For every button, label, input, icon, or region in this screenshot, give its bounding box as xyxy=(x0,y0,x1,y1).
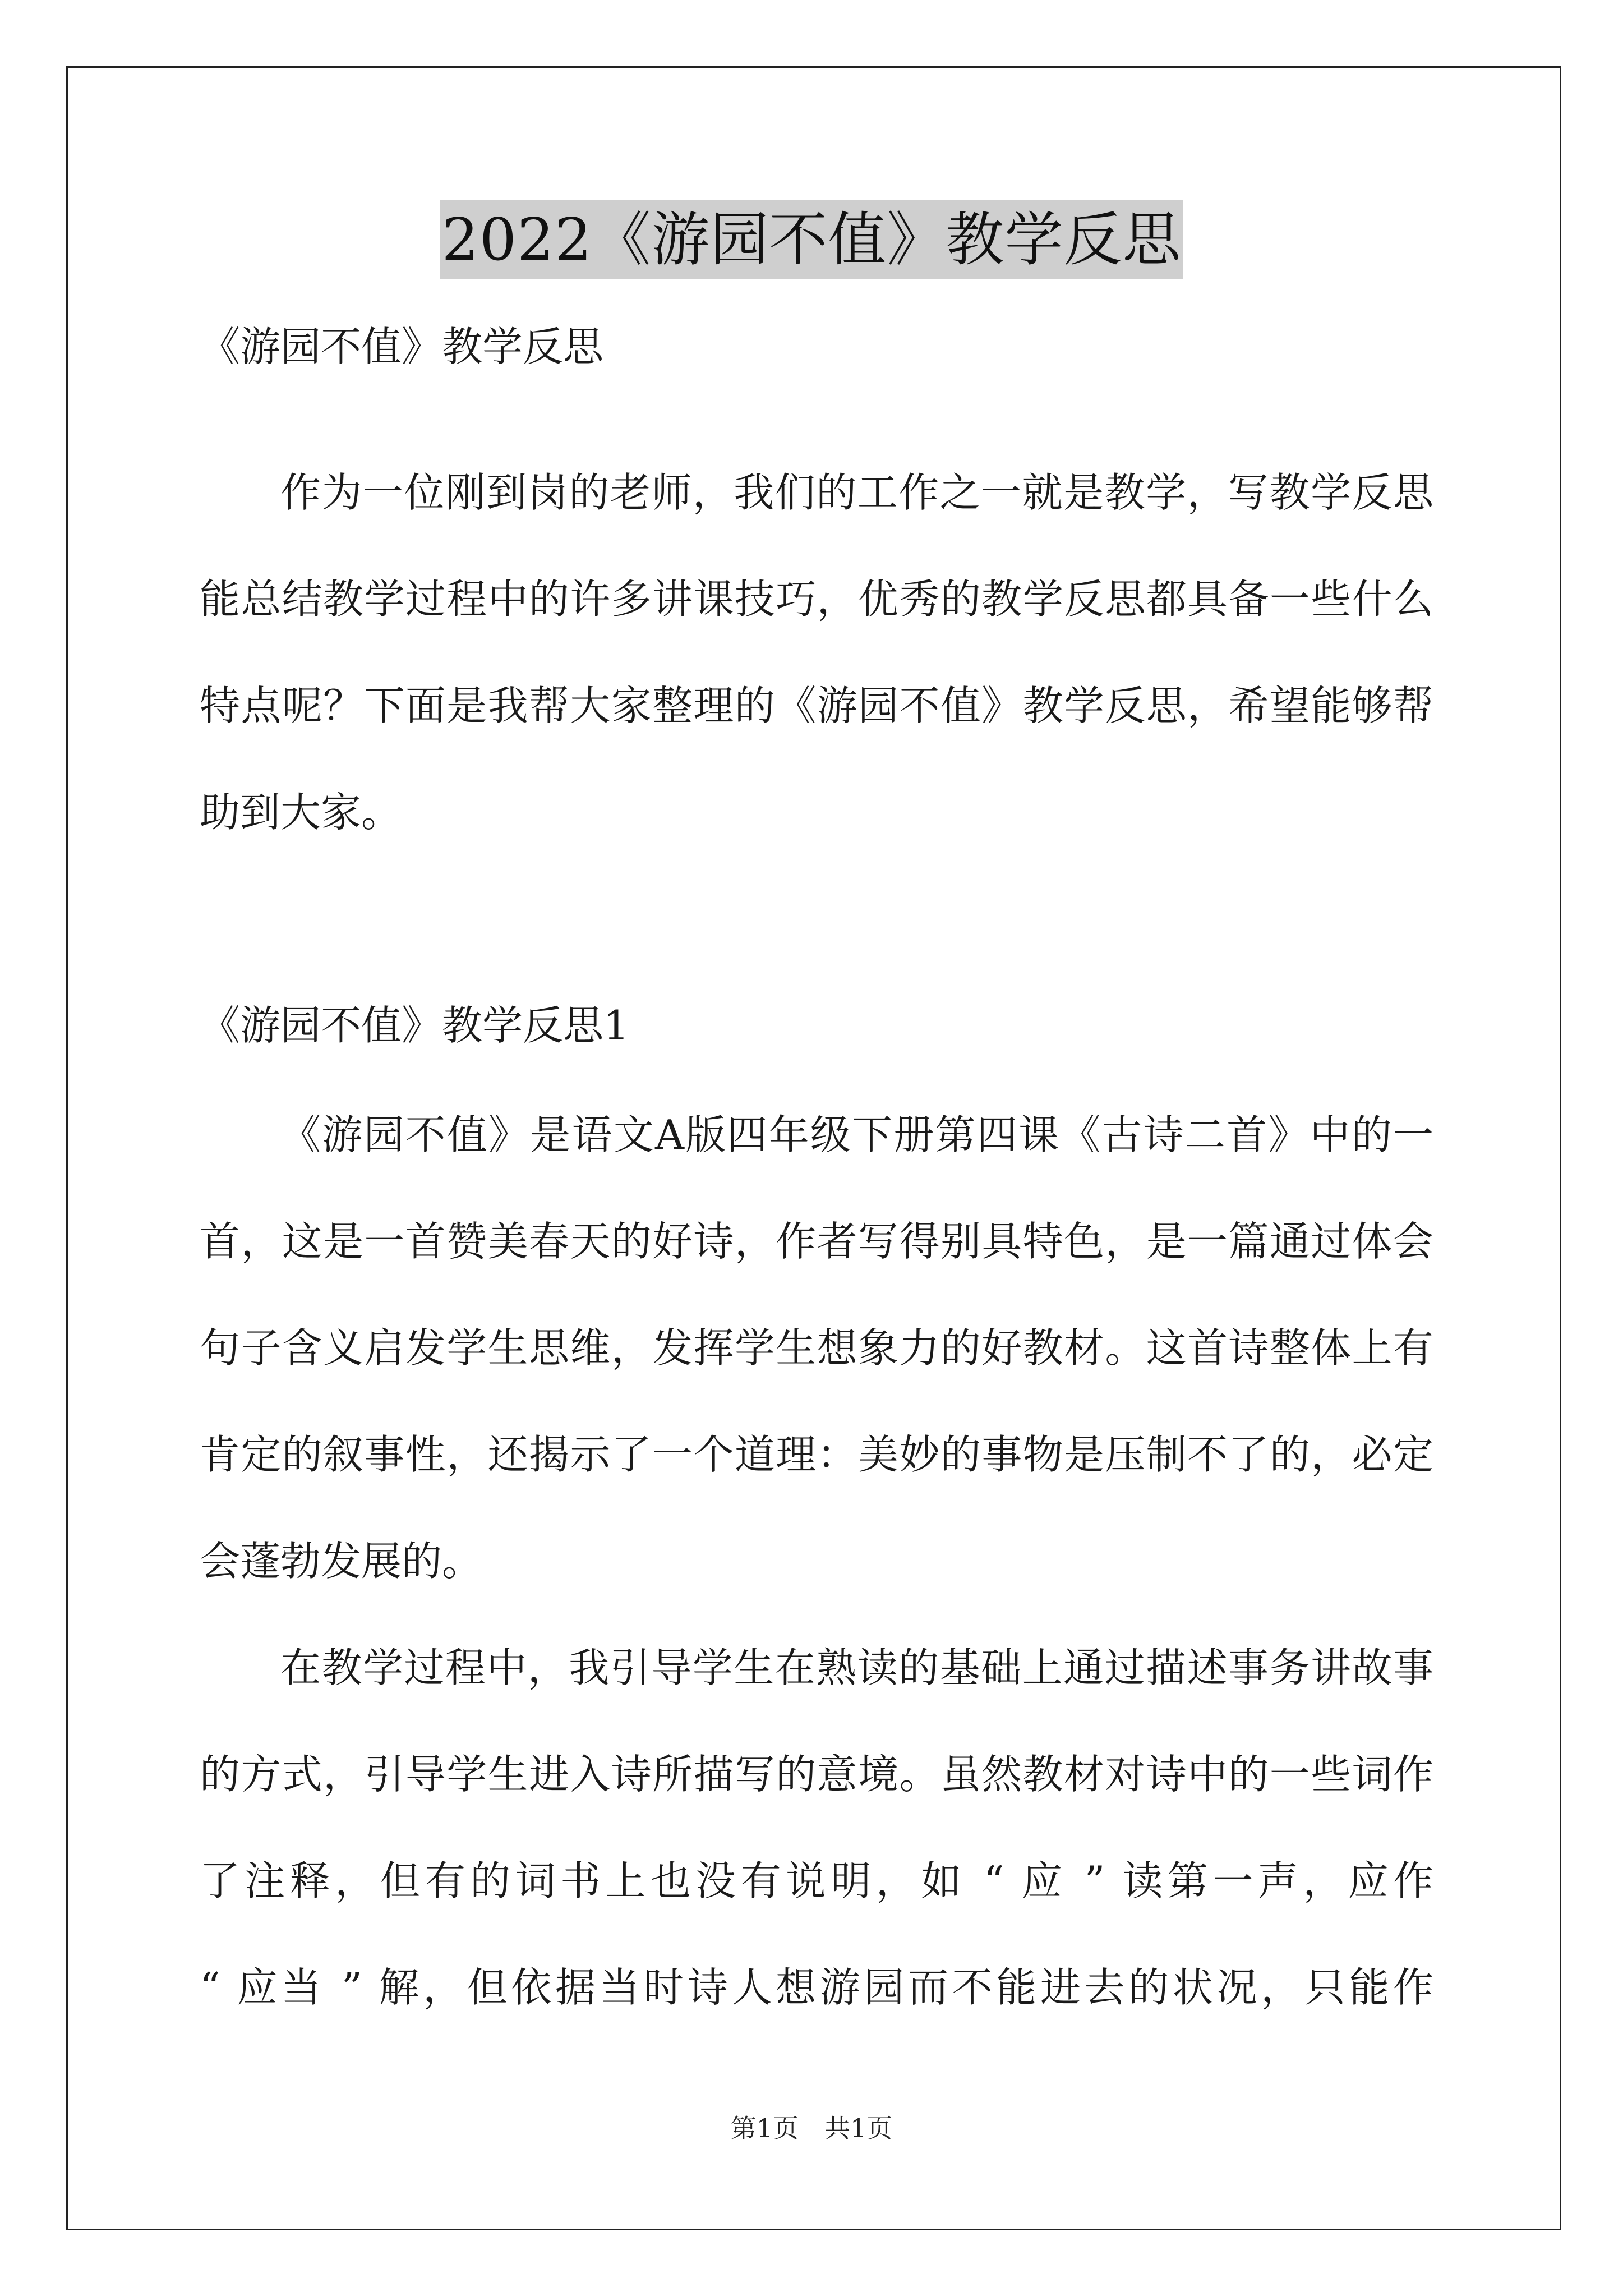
document-title: 2022《游园不值》教学反思 xyxy=(440,200,1184,279)
para2-line-1: 在教学过程中，我引导学生在熟读的基础上通过描述事务讲故事 xyxy=(280,1644,1433,1691)
para1-line-1: 《游园不值》是语文A版四年级下册第四课《古诗二首》中的一 xyxy=(280,1111,1433,1158)
para2-line-4: “ 应当 ” 解，但依据当时诗人想游园而不能进去的状况，只能作 xyxy=(200,1964,1433,2011)
intro-line-2: 能总结教学过程中的许多讲课技巧，优秀的教学反思都具备一些什么 xyxy=(200,576,1433,623)
intro-line-3: 特点呢？下面是我帮大家整理的《游园不值》教学反思，希望能够帮 xyxy=(200,682,1433,729)
para2-line-2: 的方式，引导学生进入诗所描写的意境。虽然教材对诗中的一些词作 xyxy=(200,1751,1433,1798)
intro-line-1: 作为一位刚到岗的老师，我们的工作之一就是教学，写教学反思 xyxy=(280,469,1433,516)
para1-line-2: 首，这是一首赞美春天的好诗，作者写得别具特色，是一篇通过体会 xyxy=(200,1218,1433,1265)
page-footer: 第1页 共1页 xyxy=(730,2113,893,2143)
document-title-block xyxy=(0,200,1623,279)
subtitle: 《游园不值》教学反思 xyxy=(200,323,604,370)
para1-line-5: 会蓬勃发展的。 xyxy=(200,1538,483,1585)
para2-line-3: 了注释，但有的词书上也没有说明，如 “ 应 ” 读第一声，应作 xyxy=(200,1857,1433,1904)
para1-line-3: 句子含义启发学生思维，发挥学生想象力的好教材。这首诗整体上有 xyxy=(200,1324,1433,1372)
intro-line-4: 助到大家。 xyxy=(200,789,402,836)
section-heading: 《游园不值》教学反思1 xyxy=(200,1002,629,1049)
para1-line-4: 肯定的叙事性，还揭示了一个道理：美妙的事物是压制不了的，必定 xyxy=(200,1431,1433,1478)
